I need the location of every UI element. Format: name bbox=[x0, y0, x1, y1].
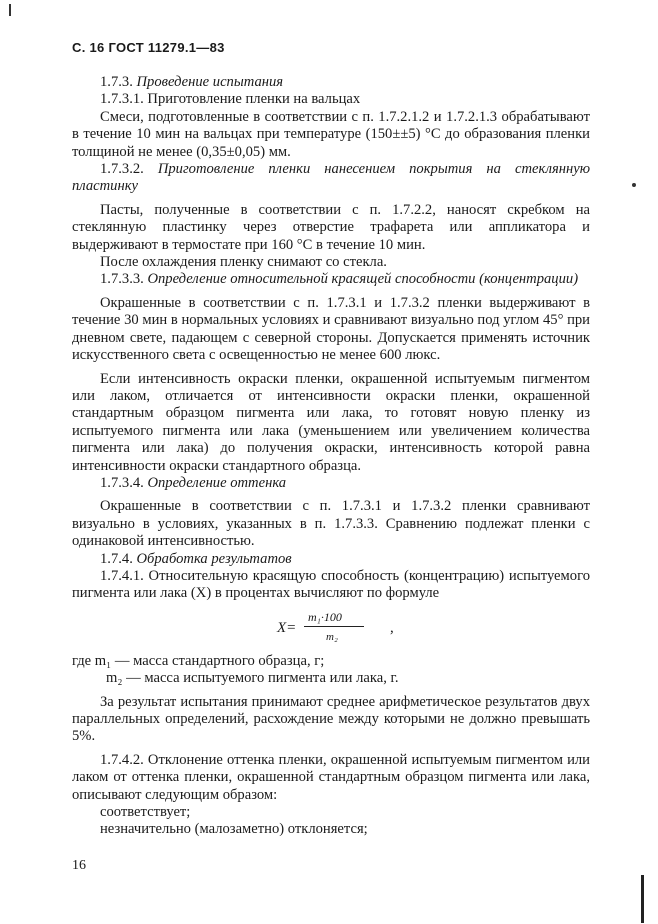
formula-tail: , bbox=[390, 619, 394, 636]
page-header: С. 16 ГОСТ 11279.1—83 bbox=[72, 40, 225, 55]
paragraph: После охлаждения пленку снимают со стекла. bbox=[100, 254, 387, 271]
body-text bbox=[72, 74, 590, 839]
list-item: незначительно (малозаметно) отклоняется; bbox=[100, 821, 368, 838]
scan-edge bbox=[641, 875, 644, 923]
paragraph: Окрашенные в соответствии с п. 1.7.3.1 и 1.7.3.2 пленки выдерживают в течение 30 мин в нормальных условиях и сравнивают визуально под углом 45° при дневном свете, падающем с северной стороны. Допускается применять источник искусственного света с освещенностью не менее 600 люкс. bbox=[72, 294, 590, 364]
page-number: 16 bbox=[72, 858, 86, 873]
formula-numerator: m₁·100 bbox=[308, 609, 342, 624]
paragraph: Смеси, подготовленные в соответствии с п. 1.7.2.1.2 и 1.7.2.1.3 обрабатывают в течение 10 мин на вальцах при температуре (150±±5) °С до образования пленки толщиной не менее (0,35±0,05) мм. bbox=[72, 108, 590, 160]
formula-lhs: X= bbox=[277, 619, 297, 636]
formula-denominator: m₂ bbox=[326, 630, 338, 643]
fraction-bar bbox=[304, 626, 364, 627]
paragraph: 1.7.4.2. Отклонение оттенка пленки, окрашенной испытуемым пигментом или лаком от оттенка пленки, окрашенной стандартным образцом пигмента или лака, описывают следующим образом: bbox=[72, 751, 590, 803]
list-item: соответствует; bbox=[100, 804, 191, 821]
paragraph: За результат испытания принимают среднее арифметическое результатов двух параллельных определений, расхождение между которыми не должно превышать 5%. bbox=[72, 693, 590, 745]
section-heading: 1.7.4. Обработка результатов bbox=[100, 550, 292, 567]
formula bbox=[72, 609, 590, 649]
paragraph: 1.7.4.1. Относительную красящую способность (концентрацию) испытуемого пигмента или лака (X) в процентах вычисляют по формуле bbox=[72, 567, 590, 602]
where-line: где m₁ — масса стандартного образца, г; bbox=[72, 652, 325, 669]
paragraph: Если интенсивность окраски пленки, окрашенной испытуемым пигментом или лаком, отличается от интенсивности окраски пленки, окрашенной стандартным образцом пигмента или лака, то готовят новую пленку из испытуемого пигмента или лака (уменьшением или увеличением количества пигмента или лака) до получения окраски, интенсивность которой равна интенсивности окраски стандартного образца. bbox=[72, 370, 590, 474]
section-heading: 1.7.3. Проведение испытания bbox=[100, 74, 284, 90]
section-heading: 1.7.3.4. Определение оттенка bbox=[100, 474, 287, 491]
scan-mark bbox=[9, 4, 11, 16]
paragraph: Окрашенные в соответствии с п. 1.7.3.1 и 1.7.3.2 пленки сравнивают визуально в условиях, указанных в п. 1.7.3.3. Сравнению подлежат пленки с одинаковой интенсивностью. bbox=[72, 498, 590, 550]
scan-mark bbox=[632, 183, 636, 187]
section-heading: 1.7.3.3. Определение относительной красящей способности (концентрации) bbox=[100, 271, 579, 288]
paragraph: 1.7.3.1. Приготовление пленки на вальцах bbox=[100, 91, 361, 108]
where-line: m₂ — масса испытуемого пигмента или лака, г. bbox=[106, 670, 399, 687]
section-heading: 1.7.3.2. Приготовление пленки нанесением покрытия на стеклянную пластинку bbox=[72, 161, 590, 195]
paragraph: Пасты, полученные в соответствии с п. 1.7.2.2, наносят скребком на стеклянную пластинку через отверстие трафарета или аппликатора и выдерживают в термостате при 160 °С в течение 10 мин. bbox=[72, 201, 590, 253]
